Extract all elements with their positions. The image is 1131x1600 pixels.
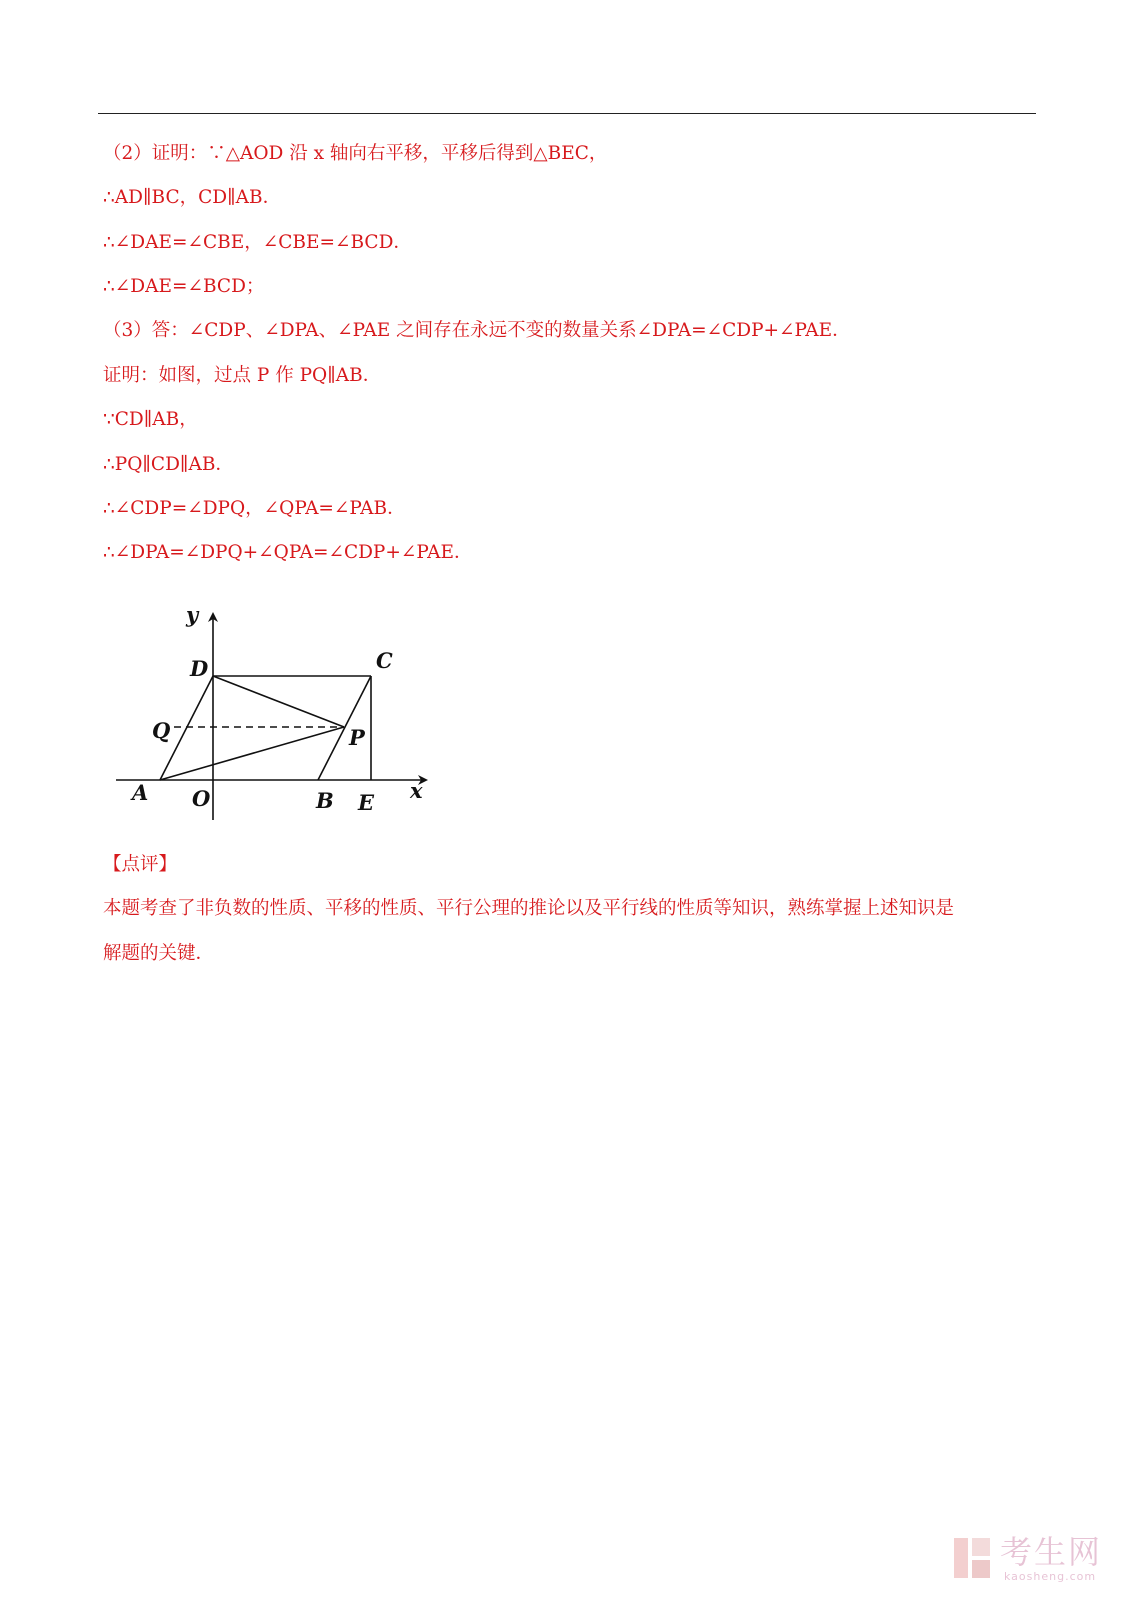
label-P: P (349, 725, 365, 750)
proof-line-8: ∴PQ∥CD∥AB． (103, 454, 234, 475)
label-B: B (316, 788, 334, 813)
review-text-line-2: 解题的关键． (103, 943, 215, 964)
proof-line-2: ∴AD∥BC，CD∥AB． (103, 187, 282, 208)
watermark-domain: kaosheng.com (1004, 1570, 1097, 1583)
watermark-mark-icon (952, 1534, 994, 1582)
label-A: A (132, 780, 149, 805)
geometry-figure (112, 608, 442, 848)
segment-AP (160, 727, 344, 780)
watermark-brand: 考生网 (1000, 1533, 1103, 1571)
proof-line-10: ∴∠DPA=∠DPQ+∠QPA=∠CDP+∠PAE． (103, 542, 473, 563)
label-O: O (192, 786, 211, 811)
label-Q: Q (152, 718, 171, 743)
segment-DP (213, 676, 344, 727)
answer-line: （3）答：∠CDP、∠DPA、∠PAE 之间存在永远不变的数量关系∠DPA=∠CDP+∠PAE． (103, 320, 851, 341)
proof-line-1: （2）证明：∵△AOD 沿 x 轴向右平移，平移后得到△BEC， (103, 143, 608, 164)
proof-line-7: ∵CD∥AB， (103, 409, 198, 430)
watermark-logo (952, 1534, 1122, 1590)
label-y: y (186, 608, 199, 627)
review-heading: 【点评】 (103, 854, 178, 875)
label-C: C (376, 648, 393, 673)
label-x: x (410, 778, 423, 803)
header-rule (98, 113, 1036, 114)
proof-line-4: ∴∠DAE=∠BCD； (103, 276, 265, 297)
geometry-svg (112, 608, 442, 848)
label-E: E (358, 790, 375, 815)
proof-line-3: ∴∠DAE=∠CBE，∠CBE=∠BCD． (103, 232, 412, 253)
review-text-line-1: 本题考查了非负数的性质、平移的性质、平行公理的推论以及平行线的性质等知识，熟练掌握上述知识是 (103, 898, 955, 919)
label-D: D (190, 656, 209, 681)
proof-line-6: 证明：如图，过点 P 作 PQ∥AB． (103, 365, 382, 386)
proof-line-9: ∴∠CDP=∠DPQ，∠QPA=∠PAB． (103, 498, 406, 519)
